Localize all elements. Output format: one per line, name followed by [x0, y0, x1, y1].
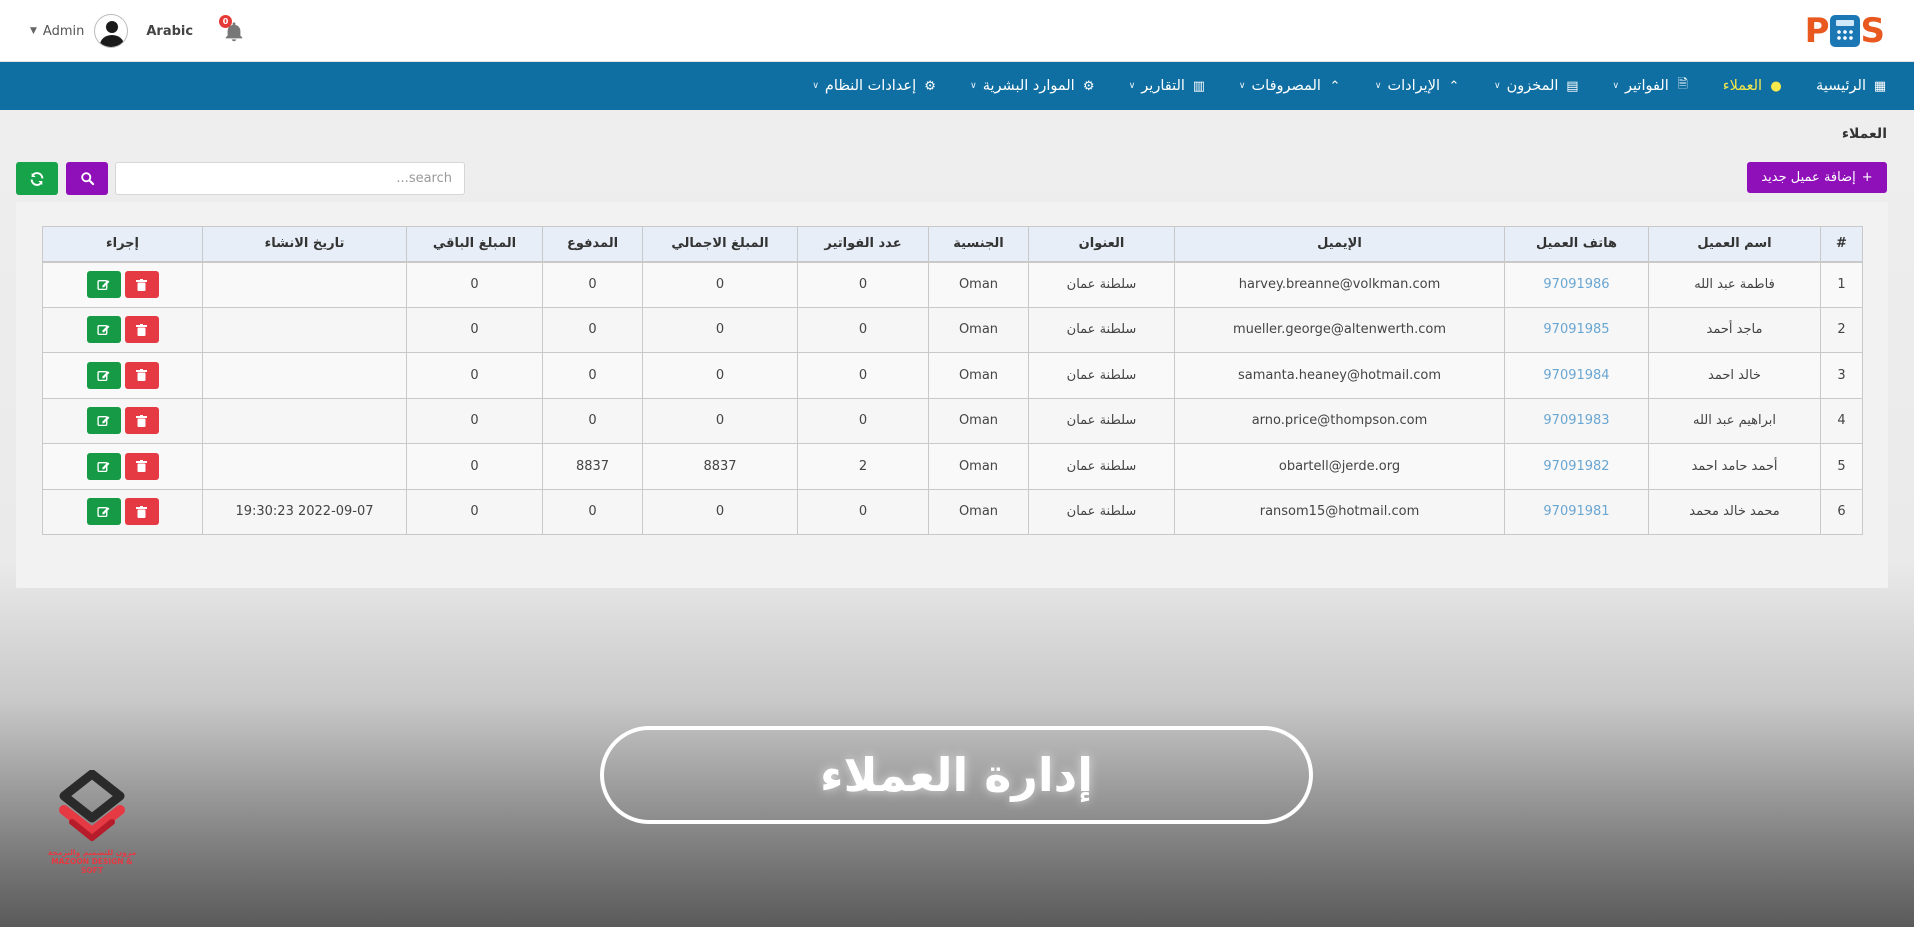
table-cell: خالد احمد — [1649, 353, 1821, 399]
chevron-down-icon: ∨ — [1374, 81, 1382, 91]
chevron-down-icon: ∨ — [812, 81, 819, 91]
table-cell: سلطنة عمان — [1029, 444, 1175, 490]
table-cell: Oman — [929, 353, 1029, 399]
column-header[interactable]: المبلغ الباقي — [407, 227, 543, 262]
row-actions — [43, 362, 202, 389]
search-input[interactable] — [115, 162, 465, 195]
nav-item-label: الموارد البشرية — [982, 78, 1075, 94]
chevron-down-icon: ∨ — [1494, 81, 1501, 91]
table-cell: سلطنة عمان — [1029, 398, 1175, 444]
table-cell: سلطنة عمان — [1029, 307, 1175, 353]
table-cell: 0 — [643, 398, 798, 444]
edit-button[interactable] — [87, 271, 121, 298]
nav-item-label: التقارير — [1141, 78, 1185, 94]
brand-caption-en: MAZOON DESIGN & SOFT — [51, 857, 133, 875]
delete-button[interactable] — [125, 271, 159, 298]
table-cell: 0 — [407, 398, 543, 444]
edit-button[interactable] — [87, 498, 121, 525]
edit-icon — [97, 369, 110, 382]
customer-phone-link[interactable]: 97091982 — [1505, 444, 1649, 490]
delete-button[interactable] — [125, 362, 159, 389]
customer-phone-link[interactable]: 97091984 — [1505, 353, 1649, 399]
table-cell: 0 — [643, 353, 798, 399]
actions-cell — [43, 307, 203, 353]
table-cell: 2 — [798, 444, 929, 490]
nav-item-system-settings[interactable] — [812, 78, 938, 94]
table-cell: 0 — [798, 489, 929, 535]
trash-icon — [136, 369, 147, 381]
grid-icon: ▦ — [1873, 78, 1887, 94]
edit-icon — [97, 505, 110, 518]
table-cell: 0 — [543, 489, 643, 535]
table-cell: 2 — [1821, 307, 1863, 353]
edit-icon — [97, 460, 110, 473]
chevron-down-icon: ∨ — [1238, 81, 1246, 91]
table-cell: 0 — [798, 353, 929, 399]
table-cell: obartell@jerde.org — [1175, 444, 1505, 490]
column-header[interactable]: تاريخ الانشاء — [203, 227, 407, 262]
gear-icon: ⚙ — [924, 78, 936, 94]
actions-cell — [43, 398, 203, 444]
brand-caption — [42, 848, 142, 875]
table-row — [43, 262, 1863, 308]
table-cell: 8837 — [543, 444, 643, 490]
table-cell: Oman — [929, 398, 1029, 444]
customer-phone-link[interactable]: 97091981 — [1505, 489, 1649, 535]
delete-button[interactable] — [125, 453, 159, 480]
chevron-down-icon[interactable]: ▼ — [30, 26, 37, 36]
top-header — [0, 0, 1914, 62]
nav-item-label: إعدادات النظام — [824, 78, 917, 94]
search-button[interactable] — [66, 162, 108, 195]
column-header[interactable]: المبلغ الاجمالي — [643, 227, 798, 262]
table-cell — [203, 262, 407, 308]
add-customer-button[interactable] — [1747, 162, 1887, 193]
table-row — [43, 307, 1863, 353]
table-cell: 0 — [643, 262, 798, 308]
column-header[interactable]: الجنسية — [929, 227, 1029, 262]
table-cell: 5 — [1821, 444, 1863, 490]
chevron-down-icon: ∨ — [1128, 81, 1136, 91]
table-cell: ابراهيم عبد الله — [1649, 398, 1821, 444]
table-cell: Oman — [929, 262, 1029, 308]
table-cell: أحمد حامد احمد — [1649, 444, 1821, 490]
user-area — [30, 13, 247, 49]
file-icon: 🗎 — [1677, 77, 1688, 92]
table-cell: 0 — [407, 489, 543, 535]
customer-phone-link[interactable]: 97091986 — [1505, 262, 1649, 308]
column-header[interactable]: هاتف العميل — [1505, 227, 1649, 262]
double-chevron-up-icon: ⌃ — [1329, 78, 1341, 94]
table-row — [43, 444, 1863, 490]
edit-button[interactable] — [87, 316, 121, 343]
delete-button[interactable] — [125, 498, 159, 525]
nav-item-label: العملاء — [1722, 78, 1763, 94]
column-header[interactable]: اسم العميل — [1649, 227, 1821, 262]
nav-item-inventory[interactable] — [1494, 78, 1580, 94]
avatar[interactable] — [94, 14, 128, 48]
table-cell: 2022-09-07 19:30:23 — [203, 489, 407, 535]
column-header[interactable]: # — [1821, 227, 1863, 262]
customers-panel — [16, 202, 1888, 588]
plus-icon: + — [1861, 170, 1873, 185]
column-header[interactable]: العنوان — [1029, 227, 1175, 262]
nav-item-expenses[interactable] — [1239, 78, 1343, 94]
main-nav — [0, 62, 1914, 110]
nav-item-revenues[interactable] — [1375, 78, 1462, 94]
nav-item-label: المخزون — [1506, 78, 1559, 94]
language-switch[interactable]: Arabic — [146, 23, 194, 39]
edit-icon — [97, 414, 110, 427]
row-actions — [43, 316, 202, 343]
search-icon — [80, 171, 95, 186]
chevron-down-icon: ∨ — [1612, 81, 1620, 91]
trash-icon — [136, 324, 147, 336]
table-cell: Oman — [929, 307, 1029, 353]
column-header[interactable]: الإيميل — [1175, 227, 1505, 262]
row-actions — [43, 271, 202, 298]
edit-button[interactable] — [87, 407, 121, 434]
customer-phone-link[interactable]: 97091985 — [1505, 307, 1649, 353]
notification-badge: 0 — [219, 15, 232, 28]
actions-cell — [43, 444, 203, 490]
calculator-icon — [1830, 15, 1860, 47]
page-title: العملاء — [1841, 126, 1887, 142]
table-row — [43, 398, 1863, 444]
table-cell: 0 — [798, 262, 929, 308]
table-cell: arno.price@thompson.com — [1175, 398, 1505, 444]
table-cell: 0 — [643, 307, 798, 353]
nav-item-invoices[interactable] — [1612, 75, 1690, 97]
actions-cell — [43, 262, 203, 308]
table-cell: 3 — [1821, 353, 1863, 399]
table-cell: 0 — [543, 398, 643, 444]
delete-button[interactable] — [125, 407, 159, 434]
table-cell: 4 — [1821, 398, 1863, 444]
notifications-button[interactable] — [221, 18, 247, 44]
table-cell — [203, 398, 407, 444]
table-cell: 0 — [407, 353, 543, 399]
table-cell: Oman — [929, 489, 1029, 535]
table-cell: 0 — [543, 353, 643, 399]
table-cell: فاطمة عبد الله — [1649, 262, 1821, 308]
table-cell: samanta.heaney@hotmail.com — [1175, 353, 1505, 399]
table-cell: سلطنة عمان — [1029, 262, 1175, 308]
pos-logo[interactable]: P S — [1804, 11, 1884, 51]
table-cell: 0 — [798, 398, 929, 444]
trash-icon — [136, 460, 147, 472]
table-cell: 1 — [1821, 262, 1863, 308]
brand-logo — [42, 770, 142, 875]
nav-item-label: الإيرادات — [1387, 78, 1440, 94]
table-cell: 6 — [1821, 489, 1863, 535]
user-menu[interactable]: Admin — [42, 23, 85, 39]
trash-icon — [136, 279, 147, 291]
table-cell — [203, 353, 407, 399]
actions-cell — [43, 489, 203, 535]
table-cell — [203, 444, 407, 490]
table-cell: 0 — [643, 489, 798, 535]
row-actions — [43, 407, 202, 434]
table-cell: mueller.george@altenwerth.com — [1175, 307, 1505, 353]
banner-text: إدارة العملاء — [819, 748, 1094, 802]
edit-icon — [97, 323, 110, 336]
customer-phone-link[interactable]: 97091983 — [1505, 398, 1649, 444]
nav-item-label: الرئيسية — [1816, 78, 1866, 94]
table-cell: 8837 — [643, 444, 798, 490]
brand-caption-ar: مزون للتصميم والبرمجة — [47, 848, 137, 857]
column-header[interactable]: المدفوع — [543, 227, 643, 262]
double-chevron-up-icon: ⌃ — [1448, 78, 1460, 94]
table-cell: ransom15@hotmail.com — [1175, 489, 1505, 535]
refresh-button[interactable] — [16, 162, 58, 195]
table-row — [43, 353, 1863, 399]
table-cell: 0 — [543, 262, 643, 308]
delete-button[interactable] — [125, 316, 159, 343]
table-cell: Oman — [929, 444, 1029, 490]
table-cell: محمد خالد محمد — [1649, 489, 1821, 535]
customers-table — [42, 226, 1863, 535]
nav-item-hr[interactable] — [970, 78, 1097, 94]
add-customer-label: إضافة عميل جديد — [1761, 170, 1856, 185]
table-cell: ماجد أحمد — [1649, 307, 1821, 353]
table-row — [43, 489, 1863, 535]
actions-cell — [43, 353, 203, 399]
table-cell: سلطنة عمان — [1029, 489, 1175, 535]
table-header-row — [43, 227, 1863, 262]
area-chart-icon: ▥ — [1192, 78, 1206, 94]
mazoon-logo-icon — [42, 770, 142, 850]
nav-item-home[interactable] — [1816, 78, 1888, 94]
table-cell: سلطنة عمان — [1029, 353, 1175, 399]
edit-button[interactable] — [87, 362, 121, 389]
table-cell: 0 — [407, 444, 543, 490]
video-title-banner — [600, 726, 1313, 824]
table-cell: harvey.breanne@volkman.com — [1175, 262, 1505, 308]
column-header[interactable]: عدد الفواتير — [798, 227, 929, 262]
nav-item-label: المصروفات — [1251, 78, 1321, 94]
row-actions — [43, 498, 202, 525]
user-icon: ● — [1770, 78, 1782, 94]
gear-icon: ⚙ — [1082, 78, 1095, 94]
table-cell: 0 — [543, 307, 643, 353]
column-header: إجراء — [43, 227, 203, 262]
store-icon: ▤ — [1566, 78, 1579, 94]
table-cell: 0 — [407, 307, 543, 353]
nav-item-label: الفواتير — [1625, 78, 1669, 94]
nav-item-customers[interactable] — [1723, 78, 1784, 94]
chevron-down-icon: ∨ — [970, 81, 977, 91]
table-cell — [203, 307, 407, 353]
refresh-icon — [29, 171, 45, 187]
row-actions — [43, 453, 202, 480]
trash-icon — [136, 415, 147, 427]
edit-icon — [97, 278, 110, 291]
edit-button[interactable] — [87, 453, 121, 480]
table-cell: 0 — [407, 262, 543, 308]
nav-item-reports[interactable] — [1129, 78, 1207, 94]
table-cell: 0 — [798, 307, 929, 353]
trash-icon — [136, 506, 147, 518]
